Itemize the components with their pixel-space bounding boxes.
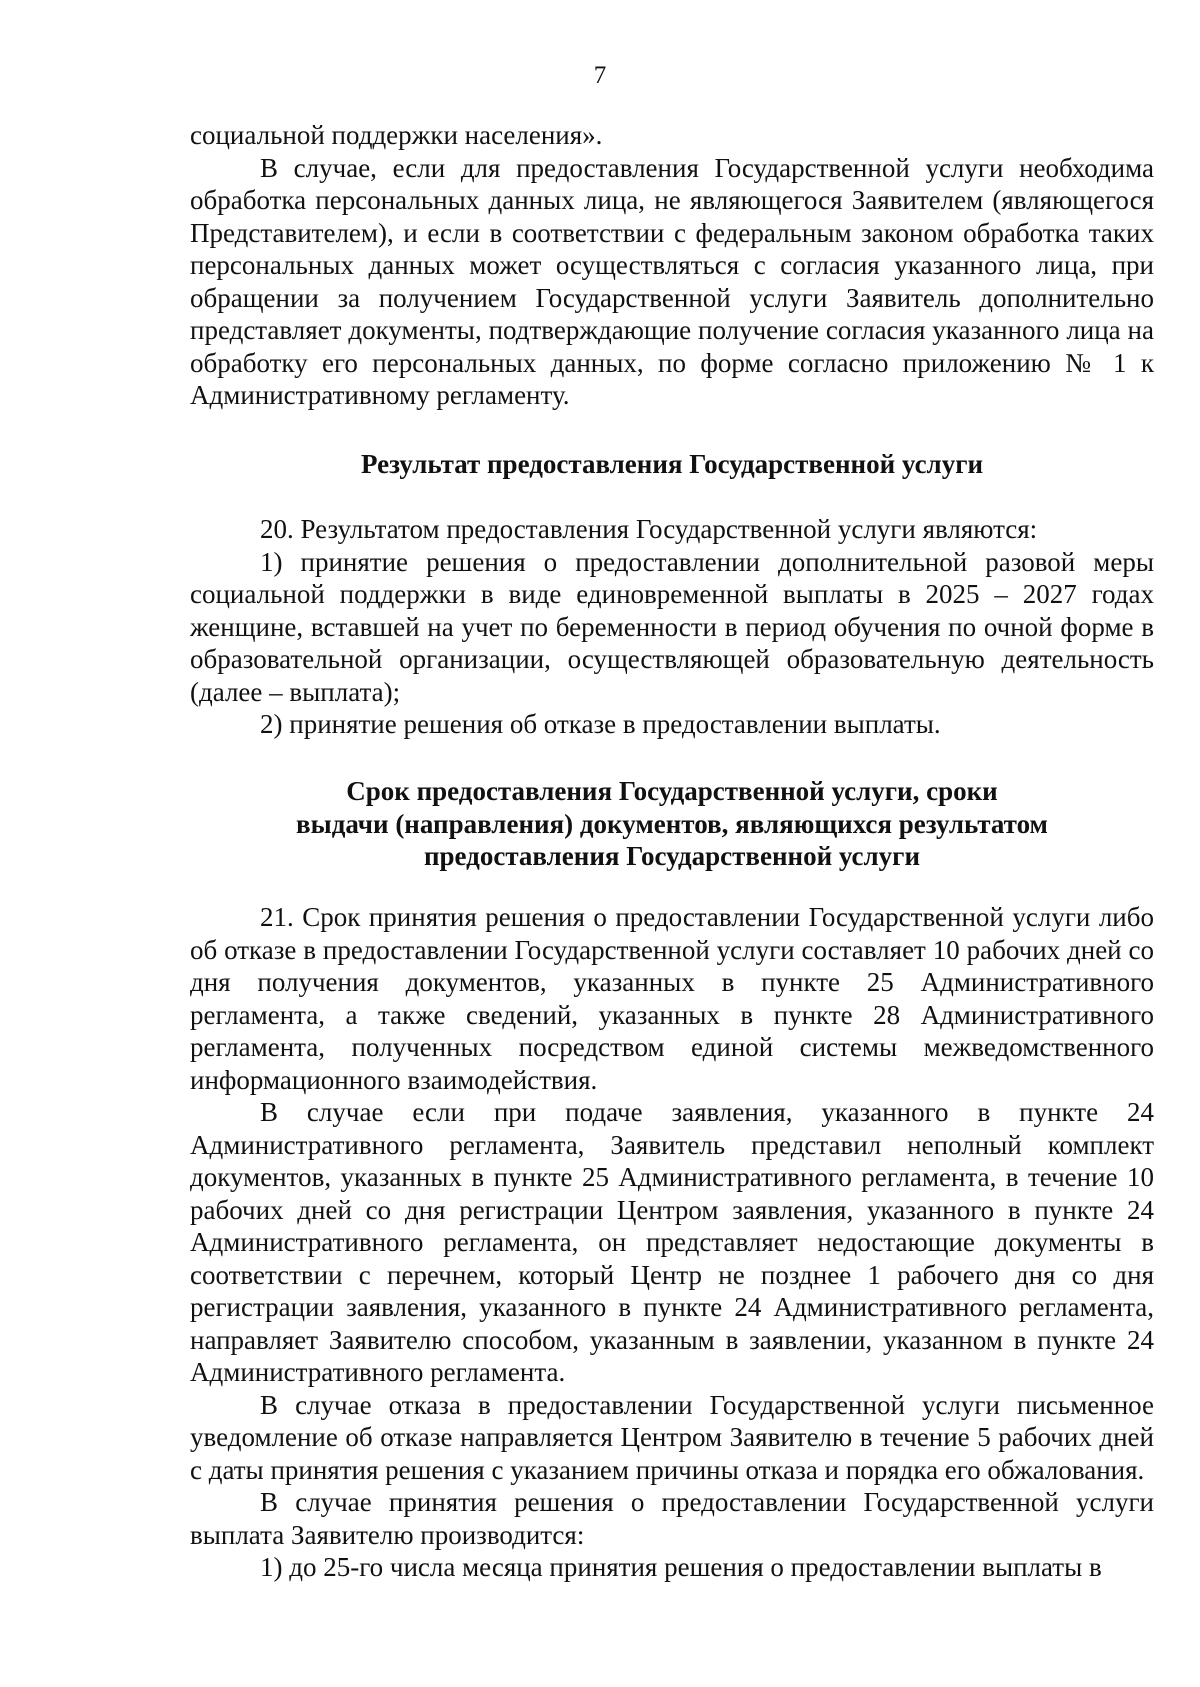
- paragraph-refusal: В случае отказа в предоставлении Государственной услуги письменное уведомление об отказе направляется Центром Заявителю в течение 5 рабочих дней с даты принятия решения с указанием причины отказа и порядка его обжалования.: [190, 1389, 1154, 1485]
- paragraph-20: 20. Результатом предоставления Государственной услуги являются:: [260, 514, 1038, 544]
- heading-result: [190, 448, 1154, 481]
- paragraph-payment: В случае принятия решения о предоставлении Государственной услуги выплата Заявителю производится:: [190, 1487, 1154, 1550]
- section-intro: [190, 119, 1154, 412]
- paragraph-continuation: социальной поддержки населения».: [190, 120, 603, 150]
- list-item-2: 2) принятие решения об отказе в предоставлении выплаты.: [260, 709, 941, 739]
- paragraph-incomplete-docs: В случае если при подаче заявления, указанного в пункте 24 Административного регламента, Заявитель представил неполный комплект документов, указанных в пункте 25 Административного регламента, в течение 10 рабочих дней со дня регистрации Центром заявления, указанного в пункте 24 Административного регламента, он представляет недостающие документы в соответствии с перечнем, который Центр не позднее 1 рабочего дня со дня регистрации заявления, указанного в пункте 24 Административного регламента, направляет Заявителю способом, указанным в заявлении, указанном в пункте 24 Административного регламента.: [190, 1097, 1154, 1387]
- list-item-payment-1: 1) до 25-го числа месяца принятия решения о предоставлении выплаты в: [260, 1552, 1102, 1582]
- section-result: [190, 513, 1154, 741]
- section-heading-line: предоставления Государственной услуги: [423, 841, 921, 871]
- paragraph-consent: В случае, если для предоставления Государственной услуги необходима обработка персональных данных лица, не являющегося Заявителем (являющегося Представителем), и если в соответствии с федеральным законом обработка таких персональных данных может осуществляться с согласия указанного лица, при обращении за получением Государственной услуги Заявитель дополнительно представляет документы, подтверждающие получение согласия указанного лица на обработку его персональных данных, по форме согласно приложению № 1 к Административному регламенту.: [190, 152, 1154, 410]
- paragraph-21: 21. Срок принятия решения о предоставлении Государственной услуги либо об отказе в предоставлении Государственной услуги составляет 10 рабочих дней со дня получения документов, указанных в пункте 25 Административного регламента, а также сведений, указанных в пункте 28 Административного регламента, полученных посредством единой системы межведомственного информационного взаимодействия.: [190, 902, 1154, 1095]
- section-heading-line: Срок предоставления Государственной услуги, сроки: [346, 776, 998, 806]
- section-term: [190, 901, 1154, 1584]
- page-number: 7: [593, 62, 607, 89]
- heading-term: [190, 775, 1154, 873]
- section-heading-line: выдачи (направления) документов, являющихся результатом: [296, 808, 1048, 839]
- section-heading: Результат предоставления Государственной услуги: [360, 449, 984, 479]
- list-item-1: 1) принятие решения о предоставлении дополнительной разовой меры социальной поддержки в виде единовременной выплаты в 2025 – 2027 годах женщине, вставшей на учет по беременности в период обучения по очной форме в образовательной организации, осуществляющей образовательную деятельность (далее – выплата);: [190, 546, 1154, 707]
